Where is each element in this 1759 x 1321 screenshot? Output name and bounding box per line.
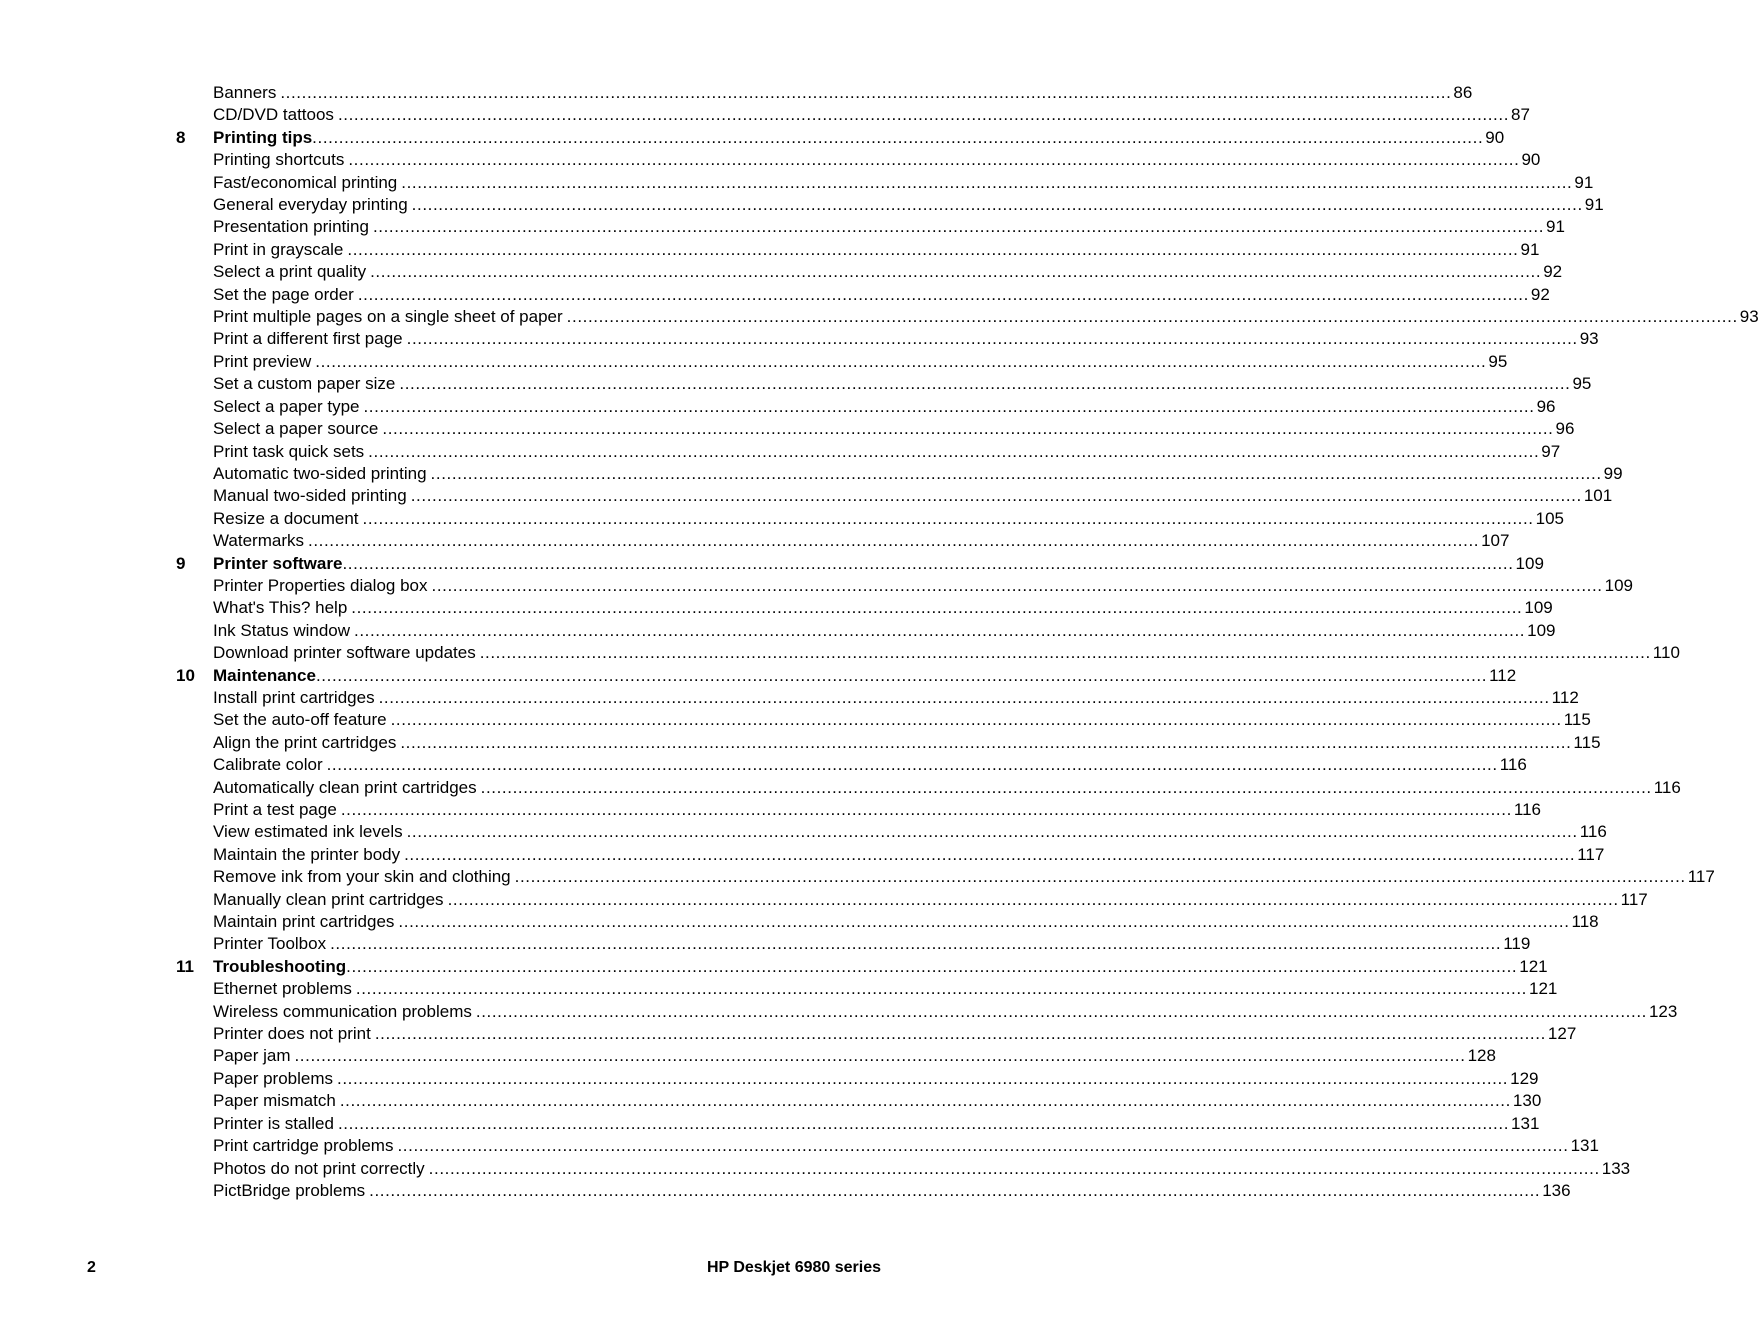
toc-entry-row[interactable]	[0, 1068, 1539, 1090]
page-number: 95	[1572, 374, 1592, 394]
toc-entry-row[interactable]	[0, 104, 1530, 126]
toc-entry-row[interactable]	[0, 889, 1648, 911]
toc-entry-row[interactable]	[0, 687, 1579, 709]
page-number: 112	[1489, 665, 1517, 685]
page-number: 123	[1648, 1001, 1678, 1021]
toc-entry-row[interactable]	[0, 485, 1613, 507]
section-title: Maintain print cartridges	[213, 912, 395, 932]
toc-entry-row[interactable]	[0, 709, 1591, 731]
toc-entry-row[interactable]	[0, 530, 1510, 552]
section-title: Select a paper type	[213, 396, 360, 416]
page-number: 116	[1513, 800, 1542, 819]
toc-entry[interactable]	[213, 373, 1592, 395]
page-number: 86	[1453, 83, 1473, 102]
toc-entry-row[interactable]	[0, 575, 1633, 597]
toc-entry[interactable]	[213, 127, 1505, 149]
toc-entry-row[interactable]	[0, 799, 1542, 821]
footer-page-number: 2	[87, 1259, 96, 1276]
toc-entry[interactable]	[213, 1113, 1540, 1135]
page-number: 107	[1481, 531, 1510, 551]
page-number: 115	[1563, 710, 1591, 730]
section-title: Print task quick sets	[213, 441, 365, 461]
dot-leader: ............................................................................................................................................................................................................................	[346, 956, 1518, 976]
toc-entry[interactable]	[213, 956, 1548, 978]
toc-entry-row[interactable]	[0, 1158, 1631, 1180]
page-number: 91	[1584, 195, 1604, 215]
dot-leader: ............................................................................................................................................................................................................................	[355, 979, 1527, 999]
section-title: Print multiple pages on a single sheet of paper	[213, 307, 563, 327]
toc-entry[interactable]	[213, 821, 1607, 843]
dot-leader: ............................................................................................................................................................................................................................	[363, 396, 1535, 416]
section-title: Remove ink from your skin and clothing	[213, 867, 511, 887]
page-number: 93	[1739, 307, 1759, 327]
toc-entry-row[interactable]	[0, 642, 1680, 664]
dot-leader: ............................................................................................................................................................................................................................	[479, 643, 1651, 663]
toc-entry-row[interactable]	[0, 216, 1565, 238]
toc-entry-row[interactable]	[0, 1180, 1571, 1202]
page-number: 116	[1579, 822, 1607, 842]
dot-leader: ............................................................................................................................................................................................................................	[315, 351, 1487, 371]
dot-leader: ............................................................................................................................................................................................................................	[342, 553, 1514, 573]
toc-chapter-row[interactable]	[0, 127, 1505, 149]
dot-leader: ............................................................................................................................................................................................................................	[514, 867, 1686, 887]
page-number: 112	[1551, 687, 1579, 707]
toc-entry[interactable]	[213, 82, 1473, 104]
toc-entry[interactable]	[213, 799, 1542, 821]
toc-entry[interactable]	[213, 172, 1594, 194]
chapter-number: 10	[176, 665, 195, 685]
section-title: What's This? help	[213, 598, 348, 618]
section-title: Printer Toolbox	[213, 934, 327, 954]
toc-entry-row[interactable]	[0, 1001, 1678, 1023]
page-number: 116	[1653, 777, 1681, 797]
toc-entry[interactable]	[213, 239, 1540, 261]
toc-entry-row[interactable]	[0, 1090, 1542, 1112]
toc-entry[interactable]	[213, 709, 1591, 731]
section-title: Printer is stalled	[213, 1113, 334, 1133]
toc-entry[interactable]	[213, 597, 1553, 619]
toc-entry-row[interactable]	[0, 844, 1605, 866]
toc-entry-row[interactable]	[0, 1135, 1599, 1157]
page-number: 101	[1583, 486, 1613, 506]
chapter-number: 11	[176, 956, 194, 976]
dot-leader: ............................................................................................................................................................................................................................	[447, 889, 1619, 909]
section-title: Download printer software updates	[213, 643, 476, 663]
toc-entry-row[interactable]	[0, 261, 1563, 283]
page-number: 136	[1542, 1180, 1571, 1200]
section-title: Printing shortcuts	[213, 150, 345, 170]
toc-entry[interactable]	[213, 1001, 1678, 1023]
dot-leader: ............................................................................................................................................................................................................................	[372, 217, 1545, 237]
page-number: 128	[1467, 1046, 1496, 1066]
dot-leader: ............................................................................................................................................................................................................................	[280, 83, 1452, 102]
dot-leader: ............................................................................................................................................................................................................................	[294, 1046, 1466, 1066]
toc-entry-row[interactable]	[0, 328, 1599, 350]
section-title: Paper mismatch	[213, 1091, 336, 1111]
toc-entry[interactable]	[213, 777, 1681, 799]
section-title: PictBridge problems	[213, 1180, 366, 1200]
toc-entry[interactable]	[213, 642, 1680, 664]
toc-entry-row[interactable]	[0, 373, 1592, 395]
page-number: 92	[1543, 262, 1563, 282]
page-number: 110	[1652, 643, 1680, 663]
toc-entry-row[interactable]	[0, 306, 1759, 328]
section-title: Watermarks	[213, 531, 304, 551]
section-title: Print a test page	[213, 800, 337, 819]
section-title: Manual two-sided printing	[213, 486, 407, 506]
toc-entry-row[interactable]	[0, 463, 1623, 485]
section-title: Printer Properties dialog box	[213, 575, 428, 595]
page-number: 115	[1573, 732, 1601, 752]
toc-entry-row[interactable]	[0, 508, 1564, 530]
section-title: Print a different first page	[213, 329, 403, 349]
page-number: 121	[1519, 956, 1548, 976]
dot-leader: ............................................................................................................................................................................................................................	[399, 374, 1571, 394]
section-title: General everyday printing	[213, 195, 408, 215]
section-title: Ink Status window	[213, 620, 351, 640]
page-number: 117	[1577, 844, 1605, 864]
section-title: View estimated ink levels	[213, 822, 403, 842]
section-title: Printer does not print	[213, 1024, 371, 1044]
toc-entry[interactable]	[213, 1023, 1577, 1045]
page-number: 91	[1520, 239, 1540, 259]
toc-entry-row[interactable]	[0, 396, 1556, 418]
section-title: Maintain the printer body	[213, 844, 401, 864]
toc-entry[interactable]	[213, 530, 1510, 552]
toc-entry-row[interactable]	[0, 597, 1553, 619]
page-number: 87	[1511, 105, 1530, 125]
chapter-title: Maintenance	[213, 665, 316, 685]
toc-entry-row[interactable]	[0, 441, 1561, 463]
toc-chapter-row[interactable]	[0, 956, 1548, 978]
toc-entry[interactable]	[213, 620, 1556, 642]
dot-leader: ............................................................................................................................................................................................................................	[308, 531, 1480, 551]
toc-entry[interactable]	[213, 418, 1575, 440]
section-title: Wireless communication problems	[213, 1001, 472, 1021]
section-title: Fast/economical printing	[213, 172, 398, 192]
page-number: 133	[1601, 1158, 1631, 1178]
dot-leader: ............................................................................................................................................................................................................................	[411, 195, 1583, 215]
section-title: Select a paper source	[213, 419, 379, 439]
page-number: 127	[1547, 1024, 1577, 1044]
toc-entry[interactable]	[213, 665, 1517, 687]
page-number: 109	[1515, 553, 1544, 573]
section-title: Calibrate color	[213, 755, 323, 775]
page-number: 131	[1511, 1113, 1540, 1133]
chapter-title: Printer software	[213, 553, 343, 573]
dot-leader: ............................................................................................................................................................................................................................	[428, 1158, 1600, 1178]
toc-entry-row[interactable]	[0, 418, 1575, 440]
toc-entry[interactable]	[213, 575, 1633, 597]
page-number: 105	[1535, 508, 1564, 528]
table-of-contents	[0, 82, 1759, 1202]
dot-leader: ............................................................................................................................................................................................................................	[566, 307, 1738, 327]
dot-leader: ............................................................................................................................................................................................................................	[378, 687, 1550, 707]
section-title: Set a custom paper size	[213, 374, 396, 394]
page-number: 131	[1570, 1136, 1599, 1156]
dot-leader: ............................................................................................................................................................................................................................	[326, 755, 1498, 775]
toc-entry[interactable]	[213, 1068, 1539, 1090]
dot-leader: ............................................................................................................................................................................................................................	[400, 732, 1572, 752]
toc-entry[interactable]	[213, 933, 1531, 955]
toc-entry-row[interactable]	[0, 284, 1550, 306]
dot-leader: ............................................................................................................................................................................................................................	[368, 441, 1540, 461]
toc-entry[interactable]	[213, 104, 1530, 126]
section-title: Ethernet problems	[213, 979, 352, 999]
toc-entry[interactable]	[213, 149, 1541, 171]
dot-leader: ............................................................................................................................................................................................................................	[390, 710, 1562, 730]
page-number: 96	[1555, 419, 1575, 439]
dot-leader: ............................................................................................................................................................................................................................	[480, 777, 1652, 797]
toc-entry[interactable]	[213, 485, 1613, 507]
toc-entry[interactable]	[213, 1090, 1542, 1112]
toc-entry[interactable]	[213, 911, 1599, 933]
dot-leader: ............................................................................................................................................................................................................................	[401, 172, 1573, 192]
page-number: 118	[1571, 912, 1599, 932]
toc-entry-row[interactable]	[0, 149, 1541, 171]
chapter-title: Printing tips	[213, 127, 313, 147]
page-number: 90	[1521, 150, 1541, 170]
toc-entry[interactable]	[213, 1180, 1571, 1202]
section-title: Resize a document	[213, 508, 359, 528]
toc-entry[interactable]	[213, 844, 1605, 866]
toc-entry[interactable]	[213, 284, 1550, 306]
dot-leader: ............................................................................................................................................................................................................................	[340, 800, 1512, 819]
page-number: 99	[1603, 463, 1623, 483]
dot-leader: ............................................................................................................................................................................................................................	[347, 239, 1519, 259]
dot-leader: ............................................................................................................................................................................................................................	[362, 508, 1534, 528]
toc-entry[interactable]	[213, 553, 1544, 575]
toc-entry-row[interactable]	[0, 1045, 1496, 1067]
toc-entry-row[interactable]	[0, 866, 1715, 888]
toc-entry-row[interactable]	[0, 620, 1556, 642]
page-number: 117	[1620, 889, 1648, 909]
toc-entry[interactable]	[213, 508, 1564, 530]
toc-entry-row[interactable]	[0, 821, 1607, 843]
chapter-title: Troubleshooting	[213, 956, 347, 976]
dot-leader: ............................................................................................................................................................................................................................	[357, 284, 1529, 304]
toc-entry[interactable]	[213, 754, 1527, 776]
dot-leader: ............................................................................................................................................................................................................................	[337, 1113, 1510, 1133]
dot-leader: ............................................................................................................................................................................................................................	[406, 329, 1578, 349]
page-number: 95	[1488, 351, 1508, 371]
toc-entry-row[interactable]	[0, 911, 1599, 933]
dot-leader: ............................................................................................................................................................................................................................	[351, 598, 1523, 618]
toc-entry-row[interactable]	[0, 82, 1473, 104]
toc-entry-row[interactable]	[0, 351, 1508, 373]
page-number: 93	[1579, 329, 1599, 349]
toc-entry[interactable]	[213, 306, 1759, 328]
dot-leader: ............................................................................................................................................................................................................................	[354, 620, 1526, 640]
section-title: Install print cartridges	[213, 687, 375, 707]
toc-entry-row[interactable]	[0, 754, 1527, 776]
section-title: Presentation printing	[213, 217, 369, 237]
page-number: 121	[1529, 979, 1558, 999]
dot-leader: ............................................................................................................................................................................................................................	[397, 1136, 1569, 1156]
page-number: 116	[1499, 755, 1527, 775]
dot-leader: ............................................................................................................................................................................................................................	[410, 486, 1582, 506]
toc-entry-row[interactable]	[0, 194, 1604, 216]
page-number: 109	[1604, 575, 1633, 595]
chapter-number: 8	[176, 127, 186, 147]
toc-entry-row[interactable]	[0, 239, 1540, 261]
footer-product-name: HP Deskjet 6980 series	[706, 1259, 881, 1276]
toc-entry[interactable]	[213, 396, 1556, 418]
toc-entry-row[interactable]	[0, 172, 1594, 194]
toc-entry[interactable]	[213, 463, 1623, 485]
dot-leader: ............................................................................................................................................................................................................................	[374, 1024, 1546, 1044]
page-number: 90	[1485, 127, 1505, 147]
toc-entry[interactable]	[213, 261, 1563, 283]
dot-leader: ............................................................................................................................................................................................................................	[404, 844, 1576, 864]
toc-entry-row[interactable]	[0, 933, 1531, 955]
section-title: Select a print quality	[213, 262, 367, 282]
toc-entry[interactable]	[213, 889, 1648, 911]
toc-entry[interactable]	[213, 1135, 1599, 1157]
page-number: 96	[1536, 396, 1556, 416]
dot-leader: ............................................................................................................................................................................................................................	[475, 1001, 1647, 1021]
toc-entry-row[interactable]	[0, 978, 1558, 1000]
dot-leader: ............................................................................................................................................................................................................................	[431, 575, 1603, 595]
dot-leader: ............................................................................................................................................................................................................................	[339, 1091, 1511, 1111]
section-title: Manually clean print cartridges	[213, 889, 444, 909]
toc-entry[interactable]	[213, 866, 1715, 888]
section-title: Photos do not print correctly	[213, 1158, 425, 1178]
toc-entry[interactable]	[213, 732, 1601, 754]
toc-entry[interactable]	[213, 216, 1565, 238]
toc-entry-row[interactable]	[0, 777, 1681, 799]
page-number: 109	[1527, 620, 1556, 640]
toc-entry[interactable]	[213, 1158, 1631, 1180]
section-title: Banners	[213, 83, 277, 102]
dot-leader: ............................................................................................................................................................................................................................	[312, 127, 1484, 147]
page-number: 91	[1574, 172, 1594, 192]
toc-chapter-row[interactable]	[0, 665, 1517, 687]
section-title: Set the page order	[213, 284, 354, 304]
section-title: Print in grayscale	[213, 239, 344, 259]
toc-entry[interactable]	[213, 687, 1579, 709]
toc-entry[interactable]	[213, 978, 1558, 1000]
toc-entry[interactable]	[213, 194, 1604, 216]
dot-leader: ............................................................................................................................................................................................................................	[337, 1068, 1509, 1088]
page-number: 109	[1524, 598, 1553, 618]
dot-leader: ............................................................................................................................................................................................................................	[315, 665, 1488, 685]
toc-entry-row[interactable]	[0, 1113, 1540, 1135]
page-number: 129	[1510, 1068, 1539, 1088]
chapter-number: 9	[176, 553, 186, 573]
toc-entry-row[interactable]	[0, 732, 1601, 754]
section-title: Align the print cartridges	[213, 732, 397, 752]
page-number: 91	[1546, 217, 1565, 237]
section-title: Automatically clean print cartridges	[213, 777, 477, 797]
dot-leader: ............................................................................................................................................................................................................................	[406, 822, 1578, 842]
dot-leader: ............................................................................................................................................................................................................................	[430, 463, 1602, 483]
page-number: 92	[1530, 284, 1550, 304]
toc-entry[interactable]	[213, 328, 1599, 350]
dot-leader: ............................................................................................................................................................................................................................	[369, 1180, 1541, 1200]
dot-leader: ............................................................................................................................................................................................................................	[370, 262, 1542, 282]
toc-entry[interactable]	[213, 441, 1561, 463]
section-title: Automatic two-sided printing	[213, 463, 427, 483]
page-number: 119	[1503, 934, 1531, 954]
toc-entry[interactable]	[213, 351, 1508, 373]
page-number: 130	[1512, 1091, 1542, 1111]
dot-leader: ............................................................................................................................................................................................................................	[398, 912, 1570, 932]
dot-leader: ............................................................................................................................................................................................................................	[382, 419, 1554, 439]
dot-leader: ............................................................................................................................................................................................................................	[330, 934, 1502, 954]
section-title: Print cartridge problems	[213, 1136, 394, 1156]
toc-entry[interactable]	[213, 1045, 1496, 1067]
section-title: Paper problems	[213, 1068, 334, 1088]
page-number: 97	[1541, 441, 1561, 461]
dot-leader: ............................................................................................................................................................................................................................	[348, 150, 1520, 170]
dot-leader: ............................................................................................................................................................................................................................	[337, 105, 1510, 125]
section-title: CD/DVD tattoos	[213, 105, 334, 125]
section-title: Paper jam	[213, 1046, 291, 1066]
section-title: Print preview	[213, 351, 312, 371]
toc-entry-row[interactable]	[0, 1023, 1577, 1045]
page-number: 117	[1687, 867, 1715, 887]
toc-chapter-row[interactable]	[0, 553, 1544, 575]
section-title: Set the auto-off feature	[213, 710, 387, 730]
